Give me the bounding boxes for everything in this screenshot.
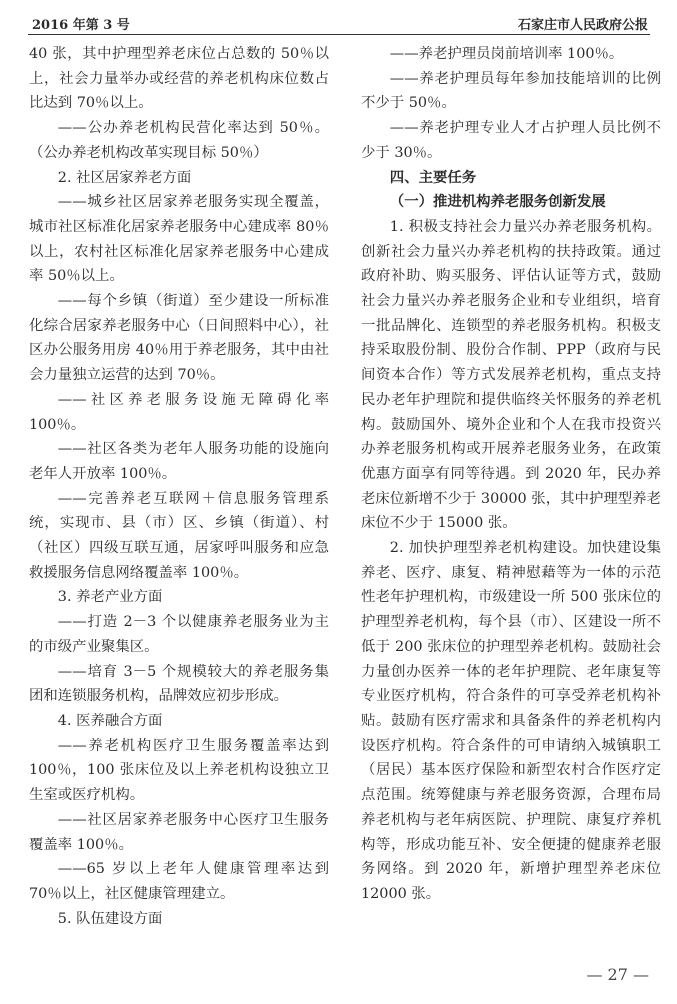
page-header	[28, 6, 650, 35]
paragraph: ——社区各类为老年人服务功能的设施向老年人开放率 100％。	[29, 441, 329, 482]
paragraph: ——培育 3－5 个规模较大的养老服务集团和连锁服务机构，品牌效应初步形成。	[29, 663, 329, 705]
paragraph: ——养老机构医疗卫生服务覆盖率达到 100％，100 张床位及以上养老机构设独立卫生室或医疗机构。	[29, 737, 329, 804]
page-number: — 27 —	[586, 965, 649, 984]
right-column	[361, 42, 661, 907]
paragraph: ——公办养老机构民营化率达到 50％。（公办养老机构改革实现目标 50％）	[29, 120, 329, 161]
paragraph: ——养老护理专业人才占护理人员比例不少于 30％。	[361, 120, 661, 161]
paragraph: ——社区养老服务设施无障碍化率 100％。	[29, 391, 329, 433]
paragraph: ——养老护理员每年参加技能培训的比例不少于 50％。	[361, 70, 661, 112]
paragraph: ——社区居家养老服务中心医疗卫生服务覆盖率 100％。	[29, 811, 329, 853]
paragraph: ——城乡社区居家养老服务实现全覆盖，城市社区标准化居家养老服务中心建成率 80％以上，农村社区标准化居家养老服务中心建成率 50％以上。	[29, 194, 329, 285]
subsection-heading: 4. 医养融合方面	[57, 712, 163, 729]
paragraph: ——每个乡镇（街道）至少建设一所标准化综合居家养老服务中心（日间照料中心），社区办公服务用房 40％用于养老服务，其中由社会力量独立运营的达到 70％。	[29, 293, 329, 384]
subsection-heading: 5. 队伍建设方面	[57, 910, 163, 927]
subsection-heading: （一）推进机构养老服务创新发展	[389, 194, 606, 211]
paragraph: ——65 岁以上老年人健康管理率达到 70％以上，社区健康管理建立。	[29, 861, 329, 902]
left-column	[29, 42, 329, 931]
issue-label: 2016 年第 3 号	[32, 18, 130, 33]
paragraph: 1. 积极支持社会力量兴办养老服务机构。创新社会力量兴办养老机构的扶持政策。通过政府补助、购买服务、评估认证等方式，鼓励社会力量兴办养老服务企业和专业组织，培育一批品牌化、连锁型的养老服务机构。积极支持采取股份制、股份合作制、PPP（政府与民间资本合作）等方式发展养老机构，重点支持民办老年护理院和提供临终关怀服务的养老机构。鼓励国外、境外企业和个人在我市投资兴办养老服务机构或开展养老服务业务，在政策优惠方面享有同等待遇。到 2020 年，民办养老床位新增不少于 30000 张，其中护理型养老床位不少于 15000 张。	[361, 218, 661, 532]
paragraph: ——打造 2－3 个以健康养老服务业为主的市级产业聚集区。	[29, 614, 329, 655]
subsection-heading: 3. 养老产业方面	[57, 589, 163, 606]
subsection-heading: 2. 社区居家养老方面	[57, 169, 192, 186]
section-heading: 四、主要任务	[389, 169, 477, 186]
paragraph: 2. 加快护理型养老机构建设。加快建设集养老、医疗、康复、精神慰藉等为一体的示范性老年护理机构，市级建设一所 500 张床位的护理型养老机构，每个县（市）、区建设一所不低于 200 张床位的护理型养老机构。鼓励社会力量创办医养一体的老年护理院、老年康复等专业医疗机构，符合条件的可享受养老机构补贴。鼓励有医疗需求和具备条件的养老机构内设医疗机构。符合条件的可申请纳入城镇职工（居民）基本医疗保险和新型农村合作医疗定点范围。统筹健康与养老服务资源，合理布局养老机构与老年病医院、护理院、康复疗养机构等，形成功能互补、安全便捷的健康养老服务网络。到 2020 年，新增护理型养老床位 12000 张。	[361, 540, 661, 902]
paragraph: ——养老护理员岗前培训率 100％。	[389, 46, 624, 62]
paragraph: ——完善养老互联网＋信息服务管理系统，实现市、县（市）区、乡镇（街道）、村（社区）四级互联互通，居家呼叫服务和应急救援服务信息网络覆盖率 100％。	[29, 490, 329, 581]
publication-title: 石家庄市人民政府公报	[517, 18, 648, 33]
paragraph: 40 张，其中护理型养老床位占总数的 50％以上，社会力量举办或经营的养老机构床位数占比达到 70％以上。	[29, 46, 329, 112]
